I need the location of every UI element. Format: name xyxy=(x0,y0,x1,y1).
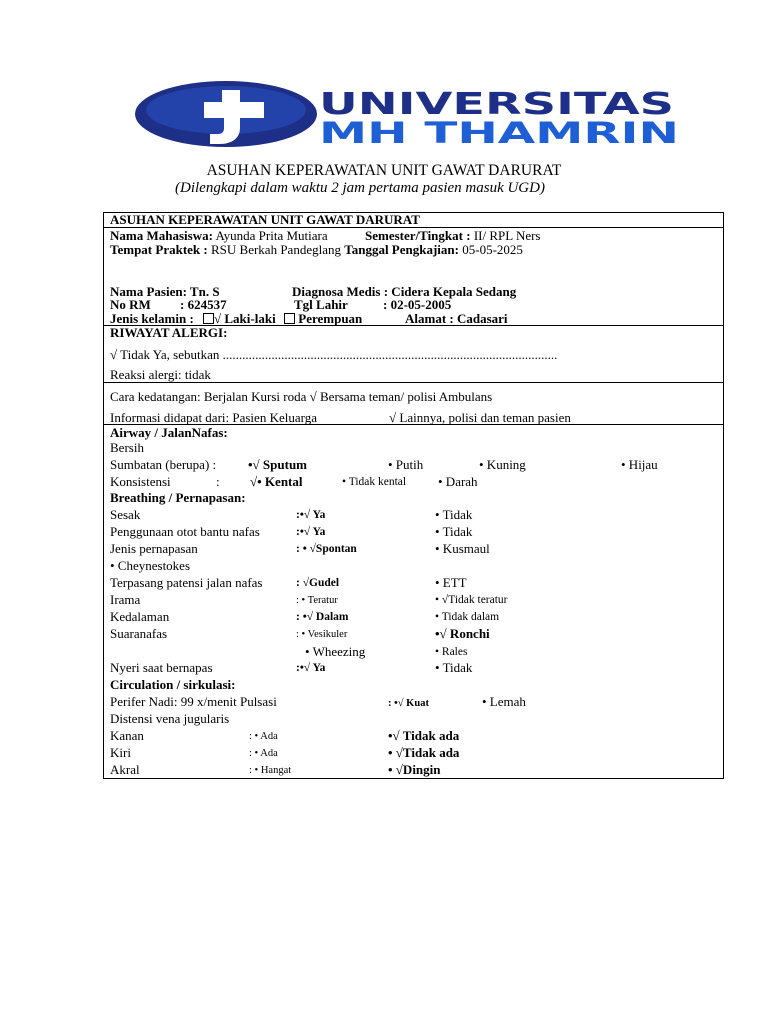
breathing-option: •√ Ronchi xyxy=(435,626,490,641)
consistency-label: Konsistensi xyxy=(110,474,171,489)
breathing-option: • Kusmaul xyxy=(435,541,490,556)
breathing-option: • √Tidak teratur xyxy=(435,594,508,606)
breathing-option: • Tidak xyxy=(435,507,473,522)
breathing-option: • Tidak xyxy=(435,524,473,539)
circulation-heading: Circulation / sirkulasi: xyxy=(110,677,236,692)
info-source: Informasi didapat dari: Pasien Keluarga xyxy=(110,410,317,425)
breathing-option: : •√ Dalam xyxy=(296,611,349,623)
date-value: 05-05-2025 xyxy=(462,242,523,257)
airway-status: Bersih xyxy=(110,440,144,455)
breathing-label: Suaranafas xyxy=(110,626,168,641)
dob-label: Tgl Lahir xyxy=(294,297,348,312)
place-row: Tempat Praktek : RSU Berkah Pandeglang Tanggal Pengkajian: 05-05-2025 xyxy=(110,242,523,257)
obstruction-option: • Kuning xyxy=(479,457,526,472)
obstruction-option: • Hijau xyxy=(621,457,658,472)
breathing-option: : • Teratur xyxy=(296,595,338,606)
breathing-option: :•√ Ya xyxy=(296,662,326,674)
breathing-label: Jenis pernapasan xyxy=(110,541,198,556)
breathing-label: Kedalaman xyxy=(110,609,170,624)
allergy-options: √ Tidak Ya, sebutkan ....................................................................................................... xyxy=(110,347,558,362)
info-other: √ Lainnya, polisi dan teman pasien xyxy=(389,410,571,425)
document-subtitle: (Dilengkapi dalam waktu 2 jam pertama pasien masuk UGD) xyxy=(175,180,545,196)
circulation-option: : • Ada xyxy=(249,731,278,742)
place-value: RSU Berkah Pandeglang xyxy=(211,242,341,257)
circulation-option: : • Hangat xyxy=(249,765,292,776)
circulation-option: : • Ada xyxy=(249,748,278,759)
circulation-option: • √Dingin xyxy=(388,762,441,777)
obstruction-option: • Putih xyxy=(388,457,424,472)
gender-label: Jenis kelamin : xyxy=(110,311,194,326)
arrival-mode: Cara kedatangan: Berjalan Kursi roda √ Bersama teman/ polisi Ambulans xyxy=(110,389,493,404)
breathing-option: : • √Spontan xyxy=(296,543,357,555)
student-row: Nama Mahasiswa: Ayunda Prita Mutiara xyxy=(110,228,328,243)
logo-line1: UNIVERSITAS xyxy=(319,87,674,122)
breathing-label: Sesak xyxy=(110,507,141,522)
pulse-label: Perifer Nadi: 99 x/menit Pulsasi xyxy=(110,694,277,709)
university-logo xyxy=(134,80,684,148)
breathing-option: • Rales xyxy=(435,646,468,658)
pulse-option: • Lemah xyxy=(482,694,526,709)
allergy-heading: RIWAYAT ALERGI: xyxy=(110,325,228,340)
obstruction-label: Sumbatan (berupa) : xyxy=(110,457,217,472)
pulse-option: : •√ Kuat xyxy=(388,698,429,709)
breathing-label: Terpasang patensi jalan nafas xyxy=(110,575,263,590)
medical-diagnosis: Diagnosa Medis : Cidera Kepala Sedang xyxy=(292,284,517,299)
rm-value: : 624537 xyxy=(180,297,227,312)
jugular-label: Distensi vena jugularis xyxy=(110,711,230,726)
breathing-option: • Tidak dalam xyxy=(435,611,500,623)
semester-row: Semester/Tingkat : II/ RPL Ners xyxy=(365,228,541,243)
airway-heading: Airway / JalanNafas: xyxy=(110,425,228,440)
breathing-option: :•√ Ya xyxy=(296,526,326,538)
form-box-title: ASUHAN KEPERAWATAN UNIT GAWAT DARURAT xyxy=(110,212,420,227)
patient-name: Nama Pasien: Tn. S xyxy=(110,284,220,299)
consistency-option: • Tidak kental xyxy=(342,476,407,488)
circulation-label: Kanan xyxy=(110,728,144,743)
breathing-option: • Cheynestokes xyxy=(110,558,191,573)
breathing-option: : √Gudel xyxy=(296,577,340,589)
consistency-option: • Darah xyxy=(438,474,478,489)
breathing-option: : • Vesikuler xyxy=(296,629,348,640)
female-checkbox xyxy=(284,313,295,324)
consistency-option: √• Kental xyxy=(250,474,303,489)
breathing-option: • Tidak xyxy=(435,660,473,675)
circulation-option: •√ Tidak ada xyxy=(388,728,460,743)
breathing-heading: Breathing / Pernapasan: xyxy=(110,490,246,505)
female-option: Perempuan xyxy=(284,311,362,326)
semester-value: II/ RPL Ners xyxy=(473,228,541,243)
male-check-mark: √ xyxy=(214,311,222,326)
obstruction-option: •√ Sputum xyxy=(248,457,308,472)
male-option: √ Laki-laki xyxy=(203,311,276,326)
divider xyxy=(103,382,724,383)
circulation-label: Kiri xyxy=(110,745,131,760)
dob-value: : 02-05-2005 xyxy=(383,297,452,312)
breathing-label: Nyeri saat bernapas xyxy=(110,660,213,675)
circulation-option: • √Tidak ada xyxy=(388,745,460,760)
breathing-label: Penggunaan otot bantu nafas xyxy=(110,524,260,539)
address: Alamat : Cadasari xyxy=(405,311,508,326)
breathing-option: • Wheezing xyxy=(305,644,366,659)
allergy-reaction: Reaksi alergi: tidak xyxy=(110,367,211,382)
student-name: Ayunda Prita Mutiara xyxy=(215,228,328,243)
breathing-label: Irama xyxy=(110,592,141,607)
logo-line2: MH THAMRIN xyxy=(319,116,679,148)
breathing-option: • ETT xyxy=(435,575,467,590)
rm-label: No RM xyxy=(110,297,151,312)
circulation-label: Akral xyxy=(110,762,140,777)
breathing-option: :•√ Ya xyxy=(296,509,326,521)
document-title: ASUHAN KEPERAWATAN UNIT GAWAT DARURAT xyxy=(206,162,562,179)
consistency-colon: : xyxy=(216,474,220,489)
male-checkbox xyxy=(203,313,214,324)
